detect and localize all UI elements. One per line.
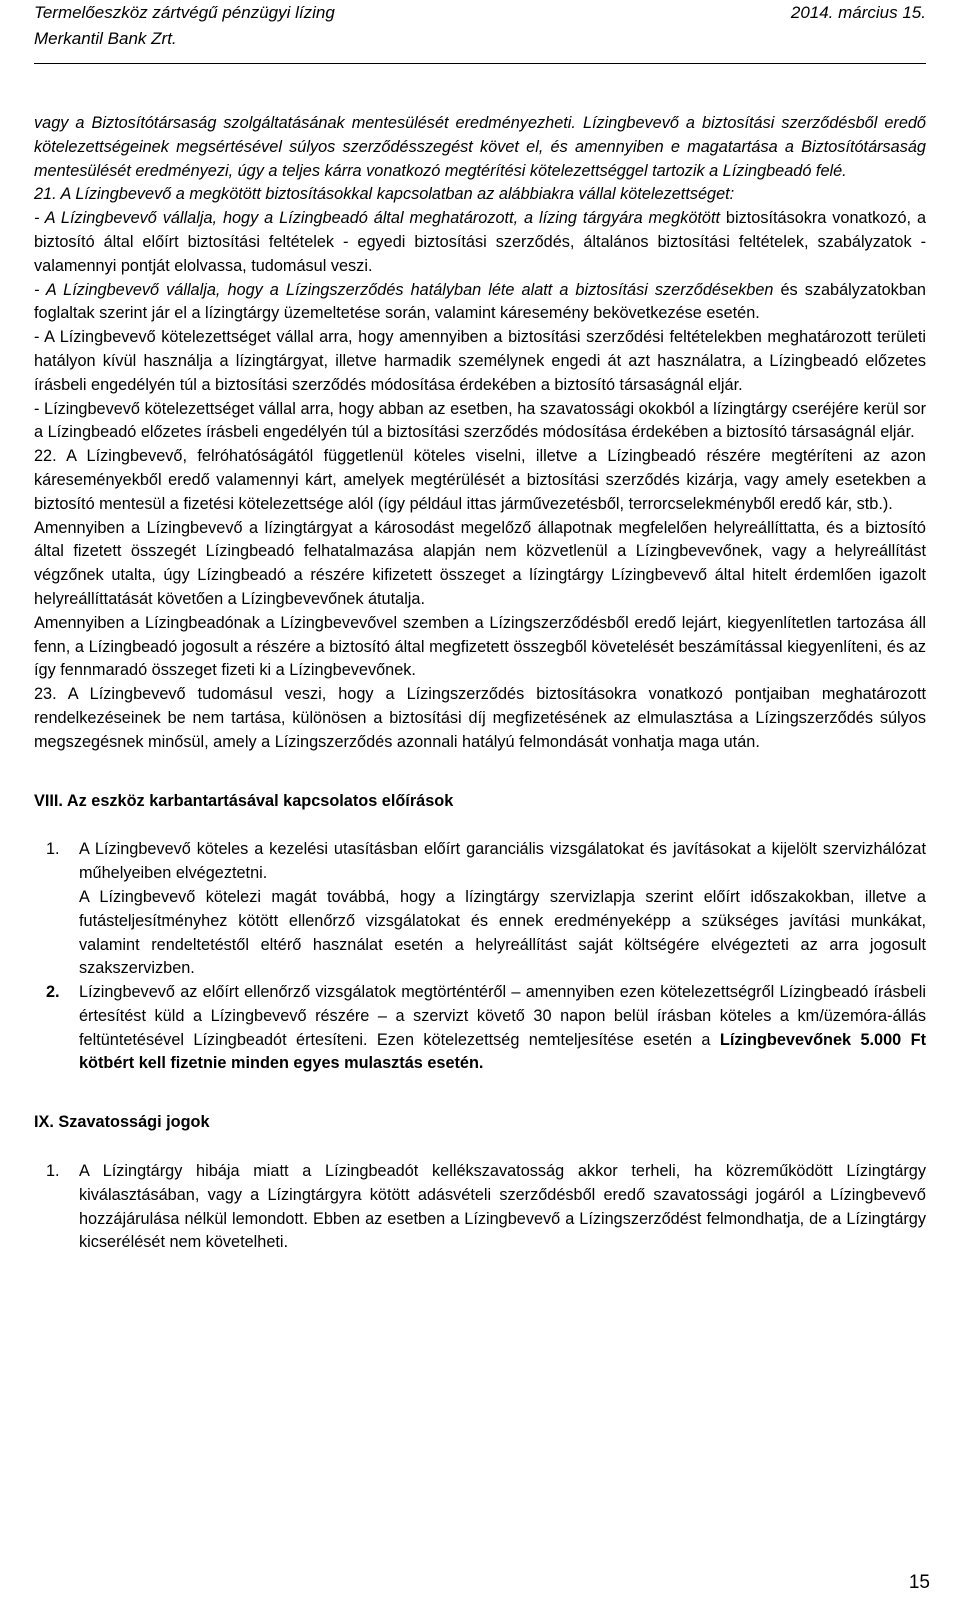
page-number: 15 bbox=[908, 1572, 930, 1593]
header-line-1 bbox=[34, 0, 926, 26]
list-item bbox=[34, 1160, 926, 1255]
section-heading-viii: VIII. Az eszköz karbantartásával kapcsolatos előírások bbox=[34, 791, 454, 810]
paragraph-21: 21. A Lízingbevevő a megkötött biztosításokkal kapcsolatban az alábbiakra vállal kötelezettséget: bbox=[34, 185, 735, 204]
list-number: 2. bbox=[46, 983, 60, 1002]
bullet-paragraph bbox=[34, 279, 926, 327]
bullet-italic-part: - A Lízingbevevő vállalja, hogy a Lízingbeadó által meghatározott, a lízing tárgyára megkötött bbox=[34, 209, 721, 228]
penalty-text: Lízingbevevőnek 5.000 Ft kötbért kell fizetnie minden egyes mulasztás esetén. bbox=[79, 1030, 926, 1073]
paragraph-23: 23. A Lízingbevevő tudomásul veszi, hogy a Lízingszerződés biztosításokra vonatkozó pontjaiban meghatározott rendelkezéseinek be nem tartása, különösen a biztosítási díj megfizetésének az elmulasztása a Lízingszerződés súlyos megszegésnek minősül, amely a Lízingszerződés azonnali hatályú felmondását vonhatja maga után. bbox=[34, 685, 926, 751]
list-item-text: A Lízingbevevő köteles a kezelési utasításban előírt garanciális vizsgálatokat és javításokat a kijelölt szervizhálózat műhelyeiben elvégeztetni. bbox=[79, 840, 926, 883]
bullet-text-part: biztosításokra vonatkozó, a biztosító által előírt biztosítási feltételek - egyedi biztosítási szerződés, általános biztosítási feltételek, szabályzatok - valamennyi pontját elolvassa, tudomásul veszi. bbox=[34, 209, 926, 275]
header-line-2 bbox=[34, 26, 926, 52]
list-item bbox=[34, 981, 926, 1076]
company-name: Merkantil Bank Zrt. bbox=[34, 29, 177, 48]
document-body bbox=[34, 112, 926, 1255]
list-item bbox=[34, 838, 926, 981]
bullet-paragraph bbox=[34, 207, 926, 278]
page-header bbox=[34, 0, 926, 68]
section-heading-ix: IX. Szavatossági jogok bbox=[34, 1113, 210, 1132]
document-title: Termelőeszköz zártvégű pénzügyi lízing bbox=[34, 3, 335, 22]
bullet-text-part: és szabályzatokban foglaltak szerint jár el a lízingtárgy üzemeltetése során, valamint káresemény bekövetkezése esetén. bbox=[34, 280, 926, 323]
list-item-text bbox=[79, 981, 926, 1076]
paragraph-22: 22. A Lízingbevevő, felróhatóságától függetlenül köteles viselni, illetve a Lízingbeadó részére megtéríteni az azon káreseményekből eredő valamennyi kárt, amelyek megtérülését a biztosítási szerződés kizárja, vagy amely esetekben a biztosító mentesül a fizetési kötelezettsége alól (így például ittas járművezetésből, terrorcselekményből eredő kár, stb.). bbox=[34, 447, 926, 513]
bullet-paragraph: - Lízingbevevő kötelezettséget vállal arra, hogy abban az esetben, ha szavatossági okokból a lízingtárgy cseréjére kerül sor a Lízingbeadó előzetes írásbeli engedélyén túl a biztosítási szerződés módosítása érdekében a biztosító társaságnál eljár. bbox=[34, 399, 926, 442]
list-item-text: A Lízingbevevő kötelezi magát továbbá, hogy a lízingtárgy szervizlapja szerint előírt időszakokban, illetve a futásteljesítményhez kötött ellenőrző vizsgálatokat és ennek eredményeképp a szükséges javítási munkákat, valamint rendeltetéstől eltérő használat esetén a helyreállítást saját költségére elvégezteti az arra jogosult szakszervizben. bbox=[79, 887, 926, 978]
list-number: 1. bbox=[46, 840, 60, 859]
document-date: 2014. március 15. bbox=[790, 3, 926, 22]
paragraph: Amennyiben a Lízingbevevő a lízingtárgyat a károsodást megelőző állapotnak megfelelően helyreállíttatta, és a biztosító által fizetett összegét Lízingbeadó felhatalmazása alapján nem közvetlenül a Lízingbevevőnek, vagy a helyreállítást végzőnek utalta, úgy Lízingbeadó a részére kifizetett összeget a lízingtárgy Lízingbevevő által hitelt érdemlően igazolt helyreállíttatását követően a Lízingbevevőnek átutalja. bbox=[34, 518, 926, 608]
list-item-text-part: Lízingbevevő az előírt ellenőrző vizsgálatok megtörténtéről – amennyiben ezen kötelezettségről Lízingbeadó írásbeli értesítést küld a Lízingbevevő részére – a szervizt követő 30 napon belül írásban köteles a km/üzemóra-állás feltüntetésével Lízingbeadót értesíteni. Ezen kötelezettség nemteljesítése esetén a bbox=[79, 983, 926, 1049]
paragraph: vagy a Biztosítótársaság szolgáltatásának mentesülését eredményezheti. Lízingbevevő a biztosítási szerződésből eredő kötelezettségeinek megsértésével súlyos szerződésszegést követ el, és amennyiben e magatartása a Biztosítótársaság mentesülését eredményezi, úgy a teljes kárra vonatkozó megtérítési kötelezettséggel tartozik a Lízingbeadó felé. bbox=[34, 114, 926, 180]
paragraph: Amennyiben a Lízingbeadónak a Lízingbevevővel szemben a Lízingszerződésből eredő lejárt, kiegyenlítetlen tartozása áll fenn, a Lízingbeadó jogosult a részére a biztosító által megfizetett összegből követelését beszámítással kiegyenlíteni, és az így fennmaradó összeget fizeti ki a Lízingbevevőnek. bbox=[34, 613, 926, 680]
bullet-italic-part: - A Lízingbevevő vállalja, hogy a Lízingszerződés hatályban léte alatt a biztosítási szerződésekben bbox=[34, 280, 774, 299]
list-item-text: A Lízingtárgy hibája miatt a Lízingbeadót kellékszavatosság akkor terheli, ha közreműködött Lízingtárgy kiválasztásában, vagy a Lízingtárgyra kötött adásvételi szerződésből eredő szavatossági jogáról a Lízingbevevő hozzájárulása nélkül lemondott. Ebben az esetben a Lízingbevevő a Lízingszerződést felmondhatja, de a Lízingtárgy kicserélését nem követelheti. bbox=[79, 1162, 926, 1252]
list-number: 1. bbox=[46, 1162, 60, 1181]
bullet-paragraph: - A Lízingbevevő kötelezettséget vállal arra, hogy amennyiben a biztosítási szerződési feltételekben meghatározott területi hatályon kívül használja a lízingtárgyat, illetve harmadik személynek engedi át azt használatra, a Lízingbeadó előzetes írásbeli engedélyén túl a biztosítási szerződés módosítása érdekében a biztosító társaságnál eljár. bbox=[34, 328, 926, 394]
header-divider bbox=[34, 63, 926, 64]
